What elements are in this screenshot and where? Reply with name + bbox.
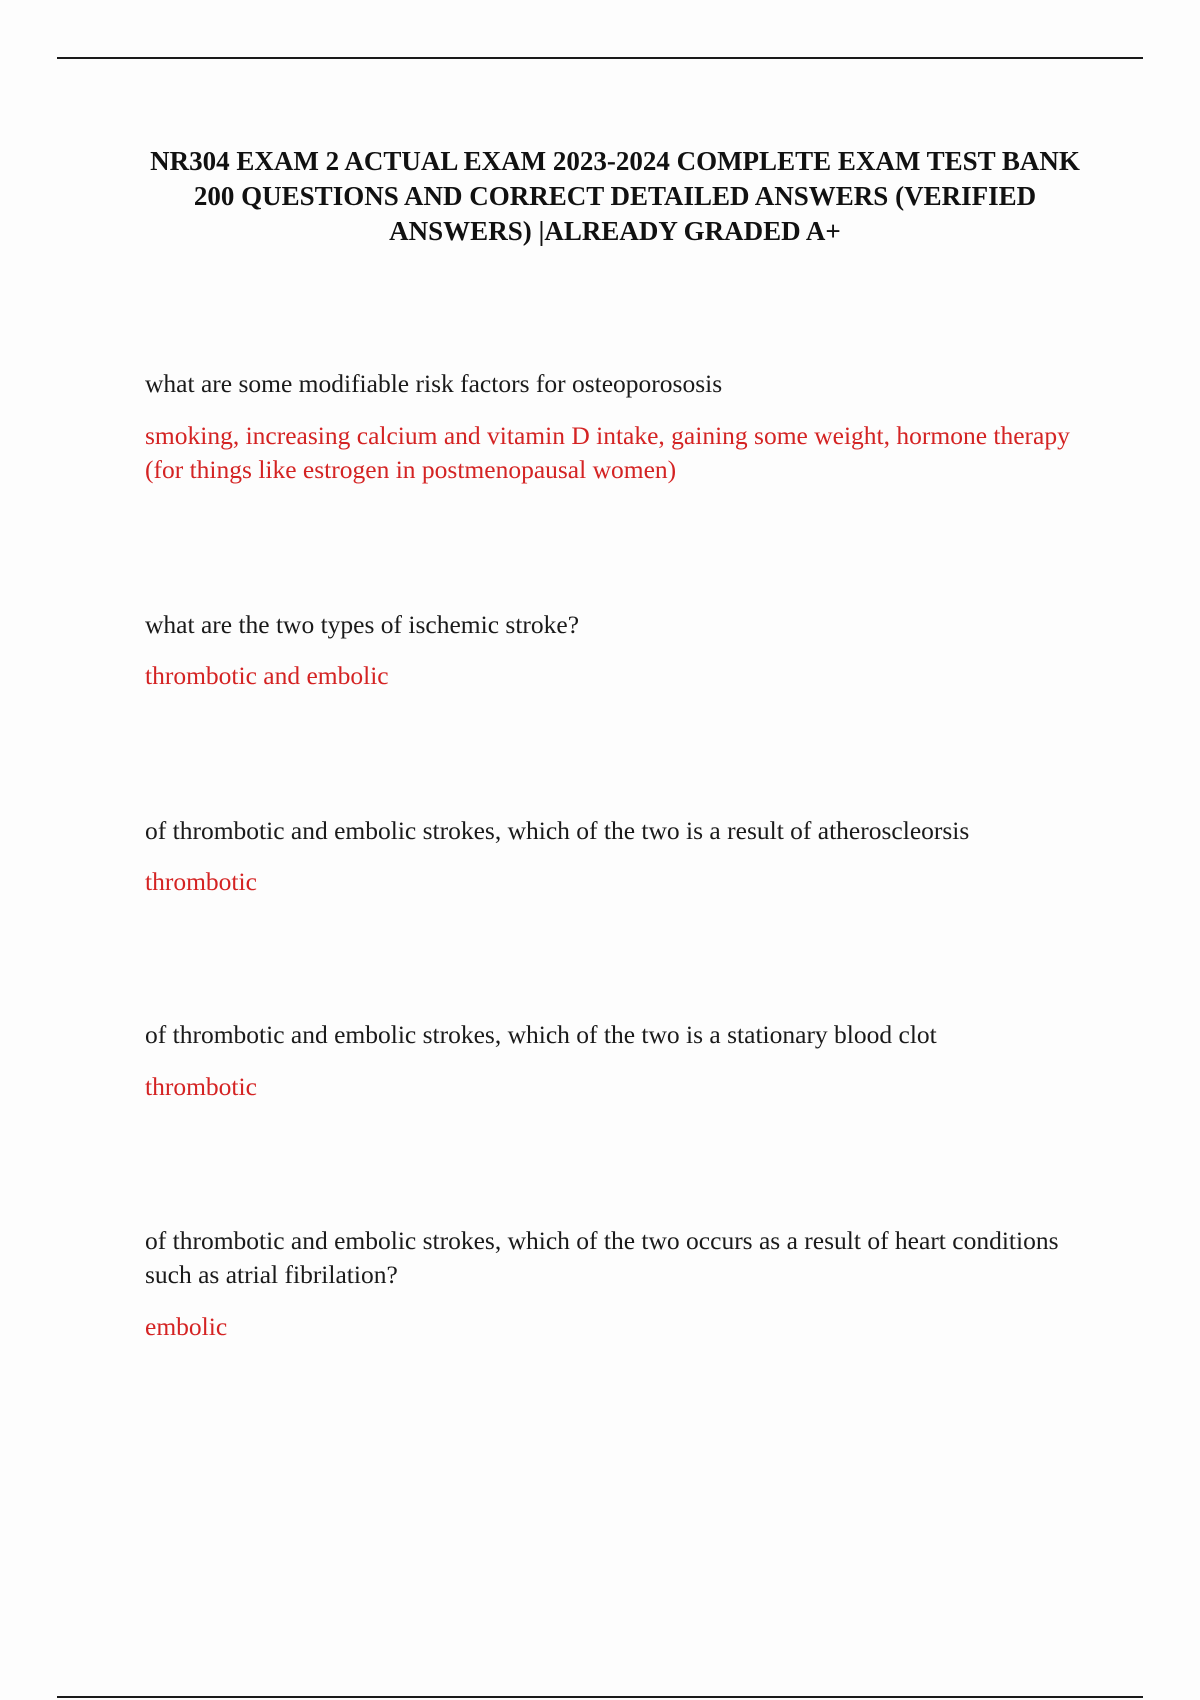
question-text: of thrombotic and embolic strokes, which of the two occurs as a result of heart conditions such as atrial fibrilation? <box>145 1226 1059 1289</box>
qa-item <box>145 1224 1085 1344</box>
answer-text: thrombotic and embolic <box>145 661 389 690</box>
document-title: NR304 EXAM 2 ACTUAL EXAM 2023-2024 COMPLETE EXAM TEST BANK 200 QUESTIONS AND CORRECT DETAILED ANSWERS (VERIFIED ANSWERS) |ALREADY GRADED A+ <box>150 146 1080 246</box>
qa-item <box>145 367 1085 487</box>
qa-item <box>145 814 1085 899</box>
footer-rule <box>57 1696 1143 1698</box>
header-rule <box>57 57 1143 59</box>
question-text: of thrombotic and embolic strokes, which of the two is a stationary blood clot <box>145 1020 937 1049</box>
answer-text: embolic <box>145 1312 228 1341</box>
answer-text: thrombotic <box>145 1072 257 1101</box>
question-text: what are some modifiable risk factors for osteoporososis <box>145 369 723 398</box>
answer-text: thrombotic <box>145 867 257 896</box>
question-text: of thrombotic and embolic strokes, which of the two is a result of atheroscleorsis <box>145 816 970 845</box>
answer-text: smoking, increasing calcium and vitamin D intake, gaining some weight, hormone therapy (for things like estrogen in postmenopausal women) <box>145 421 1070 484</box>
question-text: what are the two types of ischemic stroke? <box>145 610 580 639</box>
qa-item <box>145 608 1085 693</box>
qa-item <box>145 1018 1085 1104</box>
